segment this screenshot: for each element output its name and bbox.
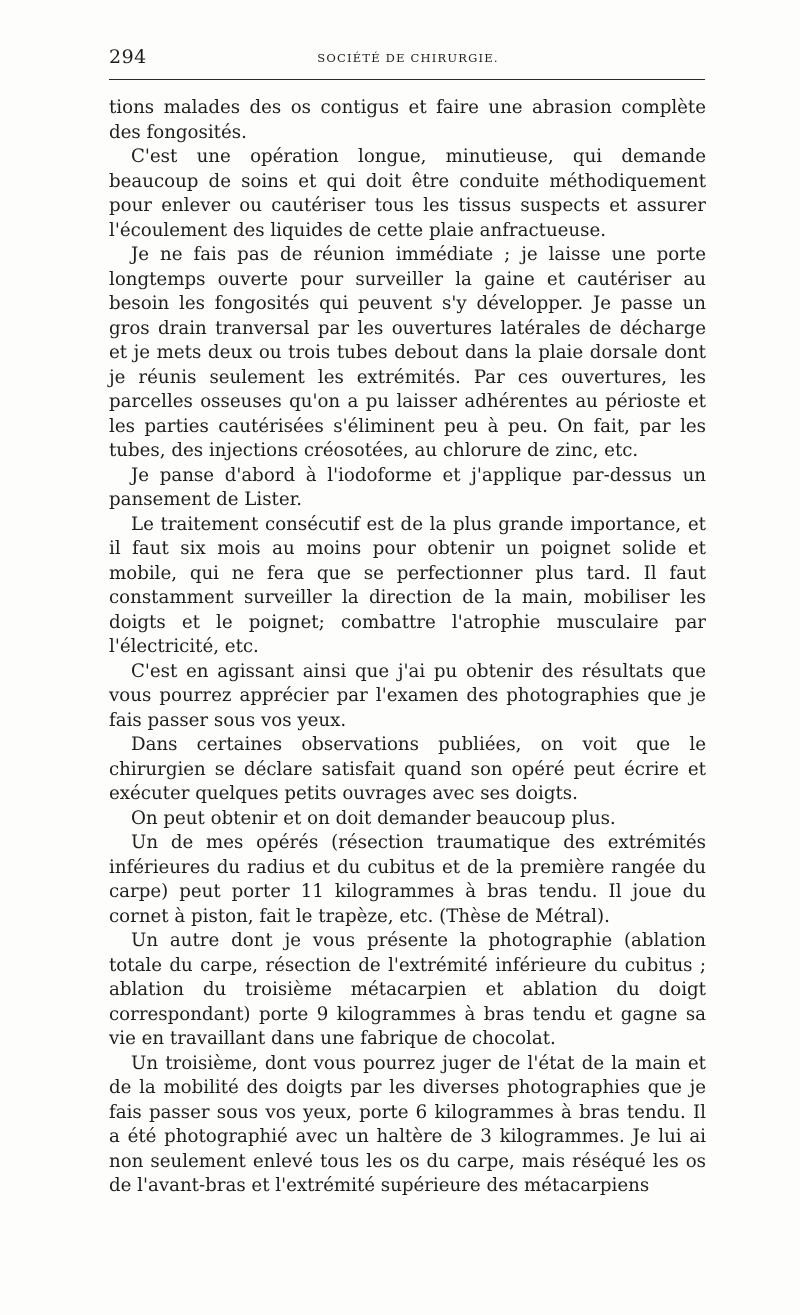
paragraph: tions malades des os contigus et faire une abrasion complète des fongosités. xyxy=(109,97,706,143)
paragraph: Un autre dont je vous présente la photographie (ablation totale du carpe, résection de l'extrémité inférieure du cubitus ; ablation du troisième métacarpien et ablation du doigt correspondant) porte 9 kilogrammes à bras tendu et gagne sa vie en travaillant dans une fabrique de chocolat. xyxy=(109,930,706,1049)
paragraph: Un troisième, dont vous pourrez juger de l'état de la main et de la mobilité des doigts par les diverses photographies que je fais passer sous vos yeux, porte 6 kilogrammes à bras tendu. Il a été photographié avec un haltère de 3 kilogrammes. Je lui ai non seulement enlevé tous les os du carpe, mais réséqué les os de l'avant-bras et l'extrémité supérieure des métacarpiens xyxy=(109,1052,706,1196)
paragraph: On peut obtenir et on doit demander beaucoup plus. xyxy=(131,807,616,829)
paragraph: Un de mes opérés (résection traumatique des extrémités inférieures du radius et du cubitus et de la première rangée du carpe) peut porter 11 kilogrammes à bras tendu. Il joue du cornet à piston, fait le trapèze, etc. (Thèse de Métral). xyxy=(109,832,706,927)
page-header xyxy=(109,44,707,72)
paragraph: Dans certaines observations publiées, on voit que le chirurgien se déclare satisfait quand son opéré peut écrire et exécuter quelques petits ouvrages avec ses doigts. xyxy=(109,734,706,804)
running-title: SOCIÉTÉ DE CHIRURGIE. xyxy=(317,51,499,65)
paragraph: Je panse d'abord à l'iodoforme et j'applique par-dessus un pansement de Lister. xyxy=(109,464,706,510)
header-rule xyxy=(109,79,705,80)
body-text xyxy=(109,96,706,1199)
paragraph: Je ne fais pas de réunion immédiate ; je laisse une porte longtemps ouverte pour surveiller la gaine et cautériser au besoin les fongosités qui peuvent s'y développer. Je passe un gros drain tranversal par les ouvertures latérales de décharge et je mets deux ou trois tubes debout dans la plaie dorsale dont je réunis seulement les extrémités. Par ces ouvertures, les parcelles osseuses qu'on a pu laisser adhérentes au périoste et les parties cautérisées s'éliminent peu à peu. On fait, par les tubes, des injections créosotées, au chlorure de zinc, etc. xyxy=(109,244,706,461)
paragraph: Le traitement consécutif est de la plus grande importance, et il faut six mois au moins pour obtenir un poignet solide et mobile, qui ne fera que se perfectionner plus tard. Il faut constamment surveiller la direction de la main, mobiliser les doigts et le poignet; combattre l'atrophie musculaire par l'électricité, etc. xyxy=(109,513,706,657)
paragraph: C'est en agissant ainsi que j'ai pu obtenir des résultats que vous pourrez apprécier par l'examen des photographies que je fais passer sous vos yeux. xyxy=(109,660,706,731)
page-number: 294 xyxy=(109,46,147,68)
paragraph: C'est une opération longue, minutieuse, qui demande beaucoup de soins et qui doit être conduite méthodiquement pour enlever ou cautériser tous les tissus suspects et assurer l'écoulement des liquides de cette plaie anfractueuse. xyxy=(109,146,706,241)
